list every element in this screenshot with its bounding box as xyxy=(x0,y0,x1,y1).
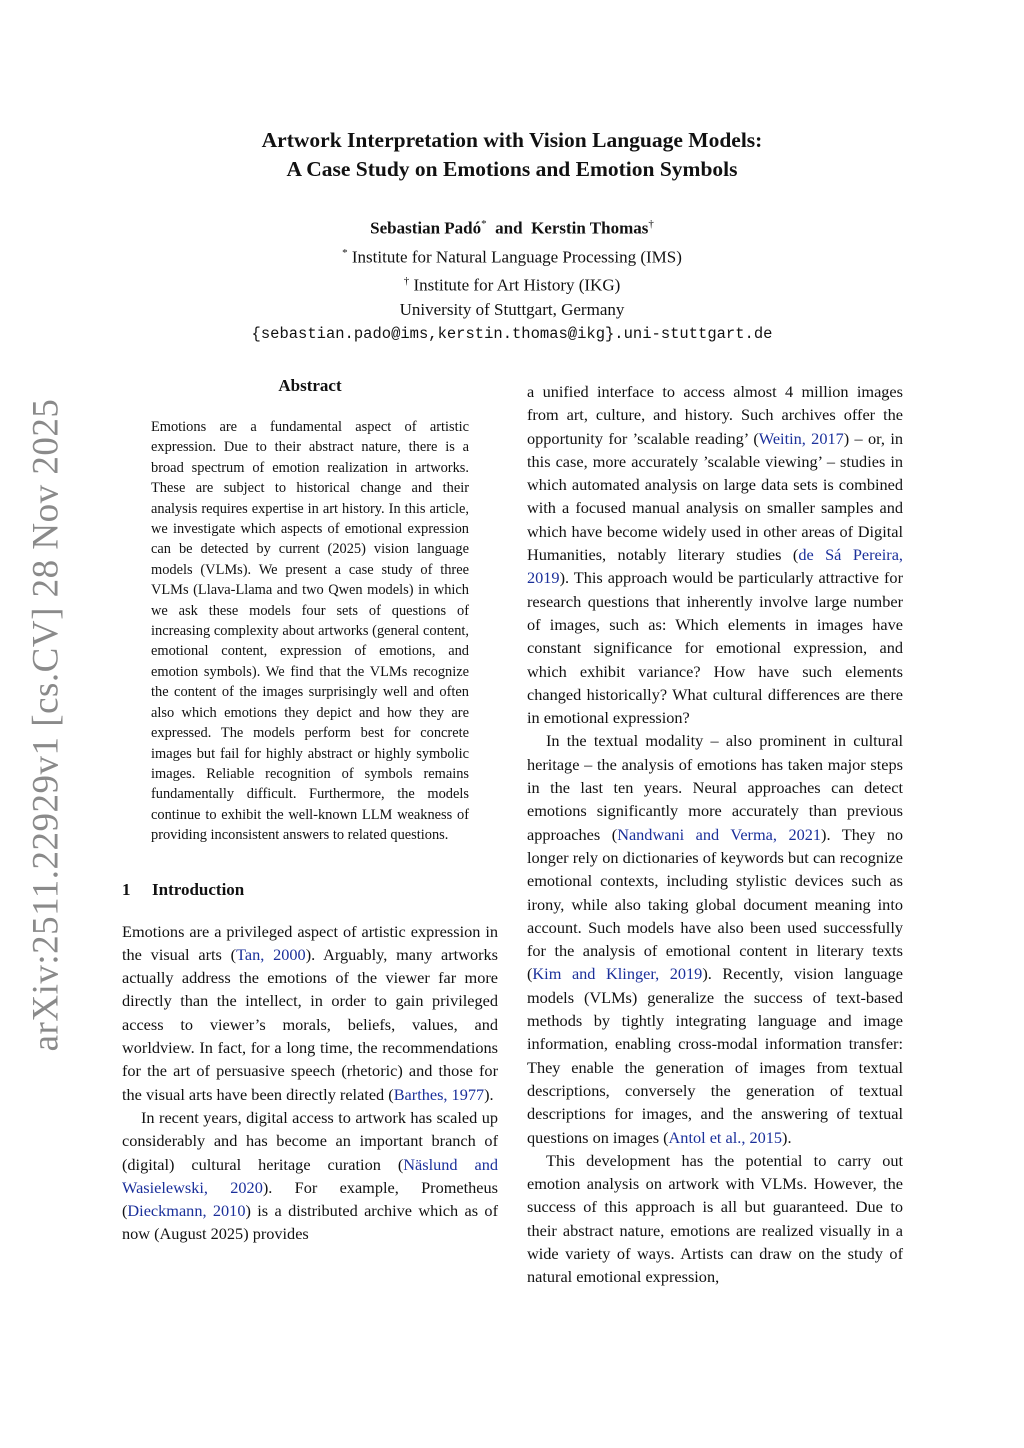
author-1: Sebastian Padó xyxy=(370,218,482,238)
paragraph-5: This development has the potential to carry out emotion analysis on artwork with VLMs. However, the success of this approach is all but guaranteed. Due to their abstract nature, emotions are realized visually in a wide variety of ways. Artists can draw on the study of natural emotional expression, xyxy=(527,1150,903,1287)
citation-link[interactable]: Antol et al., 2015 xyxy=(668,1127,783,1147)
abstract-heading: Abstract xyxy=(278,376,342,395)
title-line-1: Artwork Interpretation with Vision Language Models: xyxy=(261,128,763,152)
citation-link[interactable]: Tan, 2000 xyxy=(236,944,306,964)
author-emails: {sebastian.pado@ims,kerstin.thomas@ikg}.uni-stuttgart.de xyxy=(251,324,773,343)
citation-link[interactable]: Weitin, 2017 xyxy=(758,428,844,448)
affiliation-3: University of Stuttgart, Germany xyxy=(399,299,625,319)
author-names xyxy=(0,212,1024,241)
right-column xyxy=(527,380,903,1289)
paper-title xyxy=(0,126,1024,184)
author-2: Kerstin Thomas xyxy=(531,218,649,238)
citation-link[interactable]: de Sá Pereira, 2019 xyxy=(527,545,903,588)
abstract-text: Emotions are a fundamental aspect of artistic expression. Due to their abstract nature, there is a broad spectrum of emotion realization in artworks. These are subject to historical change and their analysis requires expertise in art history. In this article, we investigate which aspects of emotional expression can be detected by current (2025) vision language models (VLMs). We present a case study of three VLMs (Llava-Llama and two Qwen models) in which we ask these models four sets of questions of increasing complexity about artworks (general content, emotional content, expression of emotions, and emotion symbols). We find that the VLMs recognize the content of the images surprisingly well and often also which emotions they depict and how they are expressed. The models perform best for concrete images but fail for highly abstract or highly symbolic images. Reliable recognition of symbols remains fundamentally difficult. Furthermore, the models continue to exhibit the well-known LLM weakness of providing inconsistent answers to related questions. xyxy=(151,419,469,844)
section-heading xyxy=(122,880,498,900)
citation-link[interactable]: Barthes, 1977 xyxy=(393,1084,485,1104)
citation-link[interactable]: Kim and Klinger, 2019 xyxy=(532,964,703,984)
arxiv-stamp: arXiv:2511.22929v1 [cs.CV] 28 Nov 2025 xyxy=(25,398,67,1052)
title-line-2: A Case Study on Emotions and Emotion Symbols xyxy=(286,157,738,181)
left-column xyxy=(122,376,498,1246)
citation-link[interactable]: Näslund and Wasielewski, 2020 xyxy=(122,1154,498,1197)
author-1-mark: * xyxy=(481,218,487,230)
citation-link[interactable]: Dieckmann, 2010 xyxy=(127,1201,246,1221)
paper-header xyxy=(0,126,1024,346)
paragraph-1: Emotions are a privileged aspect of artistic expression in the visual arts (Tan, 2000). Arguably, many artworks actually address the emotions of the viewer far more directly than the intellect, in order to gain privileged access to viewer’s morals, beliefs, values, and worldview. In fact, for a long time, the recommendations for the art of persuasive speech (rhetoric) and those for the visual arts have been directly related (Barthes, 1977). xyxy=(122,921,498,1104)
paragraph-4: In the textual modality – also prominent in cultural heritage – the analysis of emotions has taken major steps in the last ten years. Neural approaches can detect emotions significantly more accurately than previous approaches (Nandwani and Verma, 2021). They no longer rely on dictionaries of keywords but can recognize emotional contexts, including stylistic devices such as irony, while also taking global document meaning into account. Such models have also been used successfully for the analysis of emotional content in literary texts (Kim and Klinger, 2019). Recently, vision language models (VLMs) generalize the success of text-based methods by tightly integrating language and image information, enabling cross-modal information transfer: They enable the generation of images from textual descriptions, conversely the generation of textual descriptions for images, and the answering of textual questions on images (Antol et al., 2015). xyxy=(527,731,904,1147)
paragraph-3: a unified interface to access almost 4 million images from art, culture, and history. Such archives offer the opportunity for ’scalable reading’ (Weitin, 2017) – or, in this case, more accurately ’scalable viewing’ – studies in which automated analysis on large data sets is combined with a focused manual analysis on smaller samples and which have become widely used in other areas of Digital Humanities, notably literary studies (de Sá Pereira, 2019). This approach would be particularly attractive for research questions that inherently involve large number of images, such as: Which elements in images have constant significance for emotional expression, and which exhibit variance? How have such elements changed historically? What cultural differences are there in emotional expression? xyxy=(527,382,903,728)
affiliation-1: * Institute for Natural Language Processing (IMS) xyxy=(342,246,682,267)
affiliation-2: † Institute for Art History (IKG) xyxy=(403,275,621,295)
citation-link[interactable]: Nandwani and Verma, 2021 xyxy=(617,824,822,844)
paragraph-2: In recent years, digital access to artwork has scaled up considerably and has become an important branch of (digital) cultural heritage curation (Näslund and Wasielewski, 2020). For example, Prometheus (Dieckmann, 2010) is a distributed archive which as of now (August 2025) provides xyxy=(122,1107,498,1244)
section-number: 1 xyxy=(122,879,131,899)
section-title: Introduction xyxy=(152,879,245,899)
author-block xyxy=(0,212,1024,346)
author-separator: and xyxy=(495,218,523,238)
author-2-mark: † xyxy=(648,218,654,230)
